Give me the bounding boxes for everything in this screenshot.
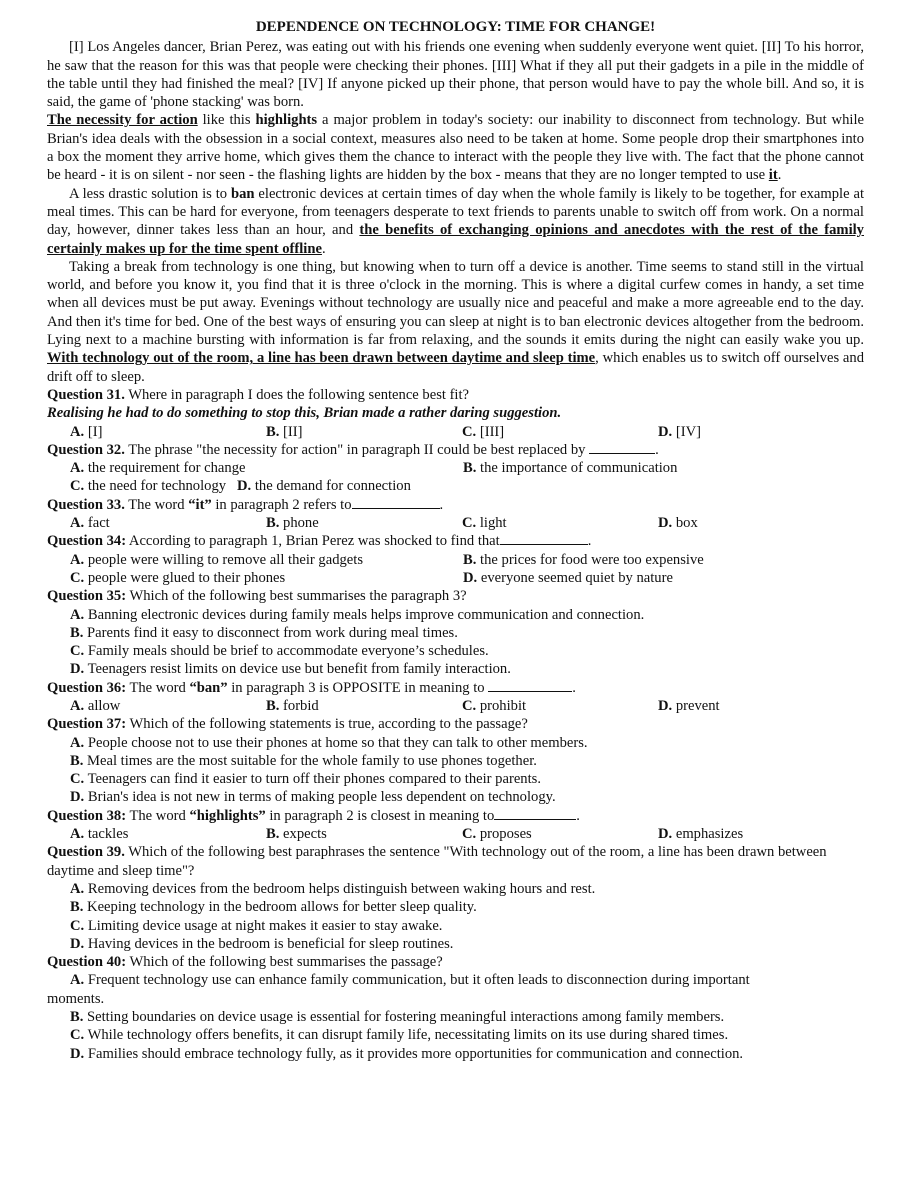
question-39 — [47, 843, 864, 880]
option-b[interactable]: B. Setting boundaries on device usage is essential for fostering meaningful interactions among family members. — [70, 1009, 725, 1026]
option-a[interactable]: A. the requirement for change — [70, 460, 246, 477]
option-d[interactable]: D. Teenagers resist limits on device use but benefit from family interaction. — [70, 661, 511, 678]
answer-blank — [488, 679, 572, 692]
answer-blank — [589, 441, 655, 454]
option-d[interactable]: D. everyone seemed quiet by nature — [463, 569, 673, 586]
option-a[interactable]: A. People choose not to use their phones at home so that they can talk to other members. — [70, 734, 588, 751]
option-a[interactable]: A. people were willing to remove all their gadgets — [70, 551, 364, 568]
paragraph-3-text: electronic devices at certain times of day when the whole family is likely to be together, for example at meal times. This can be hard for everyone, from teenagers desperate to text friends to parents unable to switch off from work. On a normal day, however, dinner takes less than an hour, and — [47, 185, 864, 239]
option-c[interactable]: C. people were glued to their phones — [70, 569, 286, 586]
question-end: . — [576, 807, 580, 824]
answer-blank — [500, 532, 588, 545]
question-31-sentence: Realising he had to do something to stop this, Brian made a rather daring suggestion. — [47, 405, 562, 422]
option-a[interactable]: A. allow — [70, 697, 121, 714]
question-38-options — [47, 825, 864, 843]
paragraph-3-text: A less drastic solution is to — [69, 185, 231, 202]
question-34-options-row2 — [47, 569, 864, 587]
question-32-options-row1 — [47, 459, 864, 477]
passage-title: DEPENDENCE ON TECHNOLOGY: TIME FOR CHANGE! — [255, 19, 656, 35]
answer-blank — [494, 807, 576, 820]
question-35 — [47, 587, 864, 605]
option-d[interactable]: D. the demand for connection — [237, 478, 411, 495]
question-32-options-row2 — [47, 477, 864, 495]
option-d[interactable]: D. Brian's idea is not new in terms of making people less dependent on technology. — [70, 789, 556, 806]
question-40 — [47, 953, 864, 971]
word-it: it — [768, 167, 778, 184]
option-b[interactable]: B. phone — [266, 515, 319, 532]
question-text: in paragraph 2 is closest in meaning to — [265, 807, 495, 824]
question-number: Question 39. — [47, 844, 125, 861]
option-d[interactable]: D. emphasizes — [658, 826, 744, 843]
option-d[interactable]: D. box — [658, 515, 698, 532]
question-text: According to paragraph 1, Brian Perez was shocked to find that — [126, 533, 500, 550]
question-36 — [47, 679, 864, 697]
question-number: Question 31. — [47, 386, 125, 403]
paragraph-4 — [47, 258, 864, 386]
option-c[interactable]: C. light — [462, 515, 507, 532]
question-34-options-row1 — [47, 551, 864, 569]
option-a[interactable]: A. Removing devices from the bedroom helps distinguish between waking hours and rest. — [70, 880, 596, 897]
option-b[interactable]: B. the prices for food were too expensive — [463, 551, 704, 568]
question-text: Which of the following best summarises the paragraph 3? — [126, 588, 467, 605]
question-end: . — [572, 679, 576, 696]
question-number: Question 36: — [47, 679, 127, 696]
phrase-benefits-of-exchanging: the benefits of exchanging opinions and anecdotes with the rest of the family certainly makes up for the time spent offline — [47, 222, 864, 257]
question-end: . — [587, 533, 592, 550]
question-end: . — [655, 441, 659, 458]
question-text: The word — [124, 496, 189, 513]
paragraph-3-text: . — [321, 240, 326, 257]
option-b[interactable]: B. forbid — [266, 697, 319, 714]
question-number: Question 32. — [47, 441, 125, 458]
question-number: Question 33. — [47, 496, 125, 513]
paragraph-4-text: , which enables us to switch off ourselves and drift off to sleep. — [47, 350, 865, 385]
question-text: The phrase "the necessity for action" in paragraph II could be best replaced by — [124, 441, 590, 458]
paragraph-4-text: Taking a break from technology is one thing, but knowing when to turn off a device is another. Time seems to stand still in the virtual world, and before you know it, you find that it is three o'clock in the morning. This is where a digital curfew comes in handy, a set time when all devices must be put away. Evenings without technology are usually nice and peaceful and make a more agreeable end to the day. And then it's time for bed. One of the best ways of ensuring you can sleep at night is to ban electronic devices altogether from the bedroom. Lying next to a machine bursting with information is far from relaxing, and the sounds it emits during the night can easily wake you up. — [47, 258, 864, 349]
question-number: Question 34: — [47, 533, 127, 550]
question-text: The word — [126, 807, 190, 824]
option-b[interactable]: B. Keeping technology in the bedroom allows for better sleep quality. — [70, 899, 477, 916]
phrase-technology-out-of-room: With technology out of the room, a line has been drawn between daytime and sleep time — [47, 350, 596, 367]
option-c[interactable]: C. Teenagers can find it easier to turn off their phones compared to their parents. — [70, 771, 541, 788]
question-32 — [47, 441, 864, 459]
paragraph-2-text: . — [777, 167, 782, 184]
question-33 — [47, 496, 864, 514]
option-b[interactable]: B. expects — [266, 826, 327, 843]
paragraph-2-text: like this — [197, 112, 256, 129]
phrase-necessity-for-action: The necessity for action — [47, 112, 198, 129]
option-a[interactable]: A. tackles — [70, 826, 129, 843]
option-c[interactable]: C. Limiting device usage at night makes it easier to stay awake. — [70, 917, 443, 934]
option-d[interactable]: D. Families should embrace technology fully, as it provides more opportunities for communication and connection. — [70, 1045, 744, 1062]
question-31 — [47, 386, 864, 404]
option-c[interactable]: C. While technology offers benefits, it can disrupt family life, necessitating limits on its use during shared times. — [70, 1027, 729, 1044]
word-ban: ban — [231, 185, 255, 202]
option-b[interactable]: B. Meal times are the most suitable for the whole family to use phones together. — [70, 752, 537, 769]
option-a[interactable]: A. Banning electronic devices during family meals helps improve communication and connection. — [70, 606, 645, 623]
question-text: Which of the following best paraphrases the sentence "With technology out of the room, a line has been drawn between daytime and sleep time"? — [47, 844, 827, 879]
question-word: “highlights” — [189, 807, 266, 824]
question-text: The word — [126, 679, 190, 696]
option-d[interactable]: D. prevent — [658, 697, 720, 714]
question-word: “it” — [188, 496, 212, 513]
question-end: . — [439, 496, 444, 513]
answer-blank — [352, 496, 440, 509]
question-34 — [47, 532, 864, 550]
option-c[interactable]: C. Family meals should be brief to accommodate everyone’s schedules. — [70, 643, 489, 660]
option-b[interactable]: B. the importance of communication — [463, 460, 678, 477]
option-c[interactable]: C. [III] — [462, 423, 505, 440]
question-number: Question 38: — [47, 807, 127, 824]
paragraph-1: [I] Los Angeles dancer, Brian Perez, was eating out with his friends one evening when suddenly everyone went quiet. [II] To his horror, he saw that the reason for this was that people were checking their phones. [III] What if they all put their gadgets in a pile in the middle of the table until they had finished the meal? [IV] If anyone picked up their phone, that person would have to pay the whole bill. And so, it is said, the game of 'phone stacking' was born. — [47, 39, 864, 111]
question-31-options — [47, 423, 864, 441]
question-text: in paragraph 2 refers to — [211, 496, 352, 513]
question-text: Which of the following statements is true, according to the passage? — [126, 716, 528, 733]
option-b[interactable]: B. [II] — [266, 423, 303, 440]
question-text: Which of the following best summarises the passage? — [126, 954, 443, 971]
option-c[interactable]: C. proposes — [462, 826, 532, 843]
option-d[interactable]: D. Having devices in the bedroom is beneficial for sleep routines. — [70, 935, 454, 952]
question-text: in paragraph 3 is OPPOSITE in meaning to — [227, 679, 489, 696]
option-a[interactable]: A. [I] — [70, 423, 103, 440]
option-a[interactable]: A. fact — [70, 515, 110, 532]
question-36-options — [47, 697, 864, 715]
question-word: “ban” — [189, 679, 228, 696]
question-38 — [47, 807, 864, 825]
paragraph-2 — [47, 111, 864, 184]
question-number: Question 40: — [47, 954, 127, 971]
option-c[interactable]: C. the need for technology — [70, 478, 227, 495]
word-highlights: highlights — [255, 112, 318, 129]
question-number: Question 35: — [47, 588, 127, 605]
option-c[interactable]: C. prohibit — [462, 697, 527, 714]
option-d[interactable]: D. [IV] — [658, 423, 701, 440]
paragraph-3 — [47, 185, 864, 258]
option-a[interactable]: A. Frequent technology use can enhance family communication, but it often leads to disconnection during important moments. — [47, 972, 750, 1007]
question-33-options — [47, 514, 864, 532]
question-number: Question 37: — [47, 716, 127, 733]
question-text: Where in paragraph I does the following sentence best fit? — [124, 386, 470, 403]
paragraph-2-text: a major problem in today's society: our inability to disconnect from technology. But while Brian's idea deals with the obsession in a social context, measures also need to be taken at home. Some people drop their smartphones into a box the moment they arrive home, which gives them the chance to interact with the people they live with. The fact that the phone cannot be heard - it is on silent - nor seen - the flashing lights are hidden by the box - means that they are no longer tempted to use — [47, 112, 864, 184]
option-b[interactable]: B. Parents find it easy to disconnect from work during meal times. — [70, 624, 458, 641]
question-37 — [47, 715, 864, 733]
